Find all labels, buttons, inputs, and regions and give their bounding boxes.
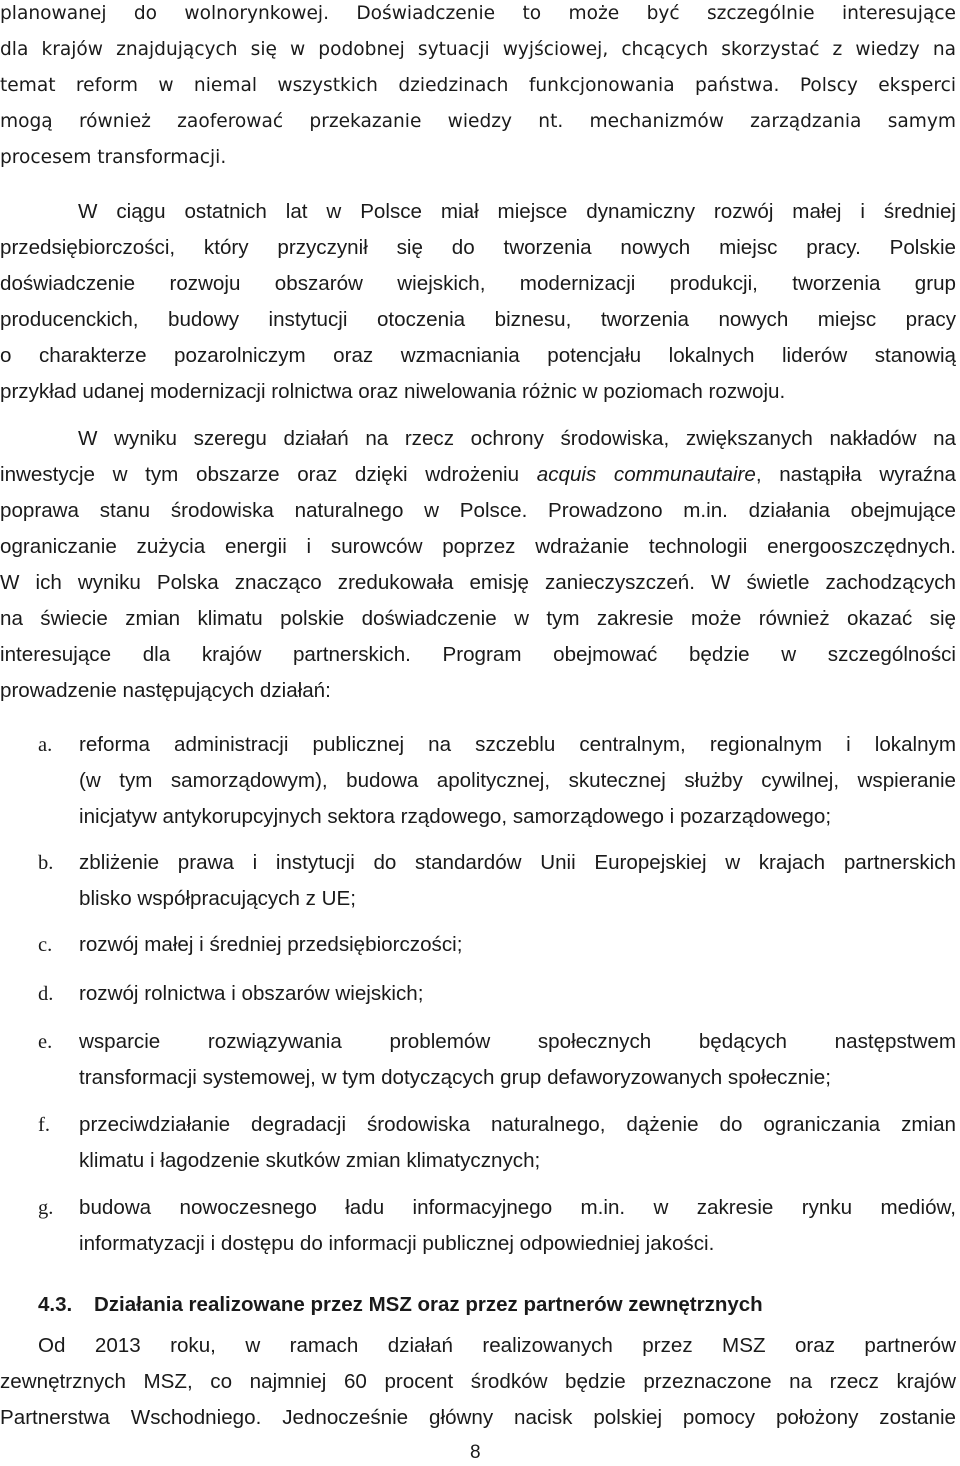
paragraph-2-line: doświadczenie rozwoju obszarów wiejskich, modernizacji produkcji, tworzenia grup — [0, 272, 956, 295]
list-item-line: wsparcie rozwiązywania problemów społecznych będących następstwem — [79, 1030, 956, 1053]
list-item-label: f. — [38, 1114, 50, 1136]
italic-term: acquis communautaire — [536, 463, 756, 486]
section-heading — [38, 1293, 763, 1317]
paragraph-2-line: W ciągu ostatnich lat w Polsce miał miejsce dynamiczny rozwój małej i średniej — [78, 200, 956, 223]
list-item-line: reforma administracji publicznej na szczeblu centralnym, regionalnym i lokalnym — [79, 733, 956, 756]
list-item-line: budowa nowoczesnego ładu informacyjnego m.in. w zakresie rynku mediów, — [79, 1196, 956, 1219]
list-item-line: blisko współpracujących z UE; — [79, 887, 356, 910]
list-item-line: zbliżenie prawa i instytucji do standardów Unii Europejskiej w krajach partnerskich — [79, 851, 956, 874]
list-item-line: transformacji systemowej, w tym dotyczących grup defaworyzowanych społecznie; — [79, 1066, 831, 1089]
paragraph-3-line: prowadzenie następujących działań: — [0, 679, 331, 702]
paragraph-3-line: na świecie zmian klimatu polskie doświadczenie w tym zakresie może również okazać się — [0, 607, 956, 630]
list-item-label: e. — [38, 1031, 53, 1053]
list-item-label: b. — [38, 852, 54, 874]
paragraph-3-line — [0, 463, 956, 487]
list-item-label: a. — [38, 734, 53, 756]
list-item-line: klimatu i łagodzenie skutków zmian klimatycznych; — [79, 1149, 541, 1172]
paragraph-1-line: mogą również zaoferować przekazanie wiedzy nt. mechanizmów zarządzania samym — [0, 111, 956, 132]
paragraph-2-line: producenckich, budowy instytucji otoczenia biznesu, tworzenia nowych miejsc pracy — [0, 308, 956, 331]
paragraph-4-line: Od 2013 roku, w ramach działań realizowanych przez MSZ oraz partnerów — [38, 1334, 956, 1357]
paragraph-3-line: W wyniku szeregu działań na rzecz ochrony środowiska, zwiększanych nakładów na — [78, 427, 956, 450]
section-title: Działania realizowane przez MSZ oraz przez partnerów zewnętrznych — [94, 1293, 763, 1316]
section-number: 4.3. — [38, 1293, 73, 1316]
paragraph-3-text: , nastąpiła wyraźna — [755, 463, 956, 486]
list-item-line: inicjatyw antykorupcyjnych sektora rządowego, samorządowego i pozarządowego; — [79, 805, 832, 828]
paragraph-4-line: zewnętrznych MSZ, co najmniej 60 procent środków będzie przeznaczone na rzecz krajów — [0, 1370, 956, 1393]
list-item-label: g. — [38, 1197, 54, 1219]
paragraph-3-line: W ich wyniku Polska znacząco zredukowała emisję zanieczyszczeń. W świetle zachodzących — [0, 571, 956, 594]
paragraph-2-line: o charakterze pozarolniczym oraz wzmacniania potencjału lokalnych liderów stanowią — [0, 344, 956, 367]
list-item-line: (w tym samorządowym), budowa apolitycznej, skutecznej służby cywilnej, wspieranie — [79, 769, 956, 792]
paragraph-2-line: przedsiębiorczości, który przyczynił się do tworzenia nowych miejsc pracy. Polskie — [0, 236, 956, 259]
list-item-label: d. — [38, 983, 54, 1005]
page-number: 8 — [470, 1442, 481, 1463]
list-item-line: rozwój rolnictwa i obszarów wiejskich; — [79, 982, 424, 1005]
paragraph-3-text: inwestycje w tym obszarze oraz dzięki wdrożeniu — [0, 463, 537, 486]
paragraph-2-line: przykład udanej modernizacji rolnictwa oraz niwelowania różnic w poziomach rozwoju. — [0, 380, 786, 403]
paragraph-1-line: planowanej do wolnorynkowej. Doświadczenie to może być szczególnie interesujące — [0, 3, 956, 24]
paragraph-3-line: interesujące dla krajów partnerskich. Program obejmować będzie w szczególności — [0, 643, 956, 666]
list-item-line: rozwój małej i średniej przedsiębiorczości; — [79, 933, 463, 956]
paragraph-1-line: dla krajów znajdujących się w podobnej sytuacji wyjściowej, chcących skorzystać z wiedzy na — [0, 39, 956, 60]
list-item-line: przeciwdziałanie degradacji środowiska naturalnego, dążenie do ograniczania zmian — [79, 1113, 956, 1136]
list-item-label: c. — [38, 934, 53, 956]
paragraph-4-line: Partnerstwa Wschodniego. Jednocześnie główny nacisk polskiej pomocy położony zostanie — [0, 1406, 956, 1429]
paragraph-3-line: poprawa stanu środowiska naturalnego w Polsce. Prowadzono m.in. działania obejmujące — [0, 499, 956, 522]
paragraph-3-line: ograniczanie zużycia energii i surowców poprzez wdrażanie technologii energooszczędnych. — [0, 535, 956, 558]
paragraph-1-line: procesem transformacji. — [0, 147, 227, 168]
list-item-line: informatyzacji i dostępu do informacji publicznej odpowiedniej jakości. — [79, 1232, 715, 1255]
paragraph-1-line: temat reform w niemal wszystkich dziedzinach funkcjonowania państwa. Polscy eksperci — [0, 75, 956, 96]
